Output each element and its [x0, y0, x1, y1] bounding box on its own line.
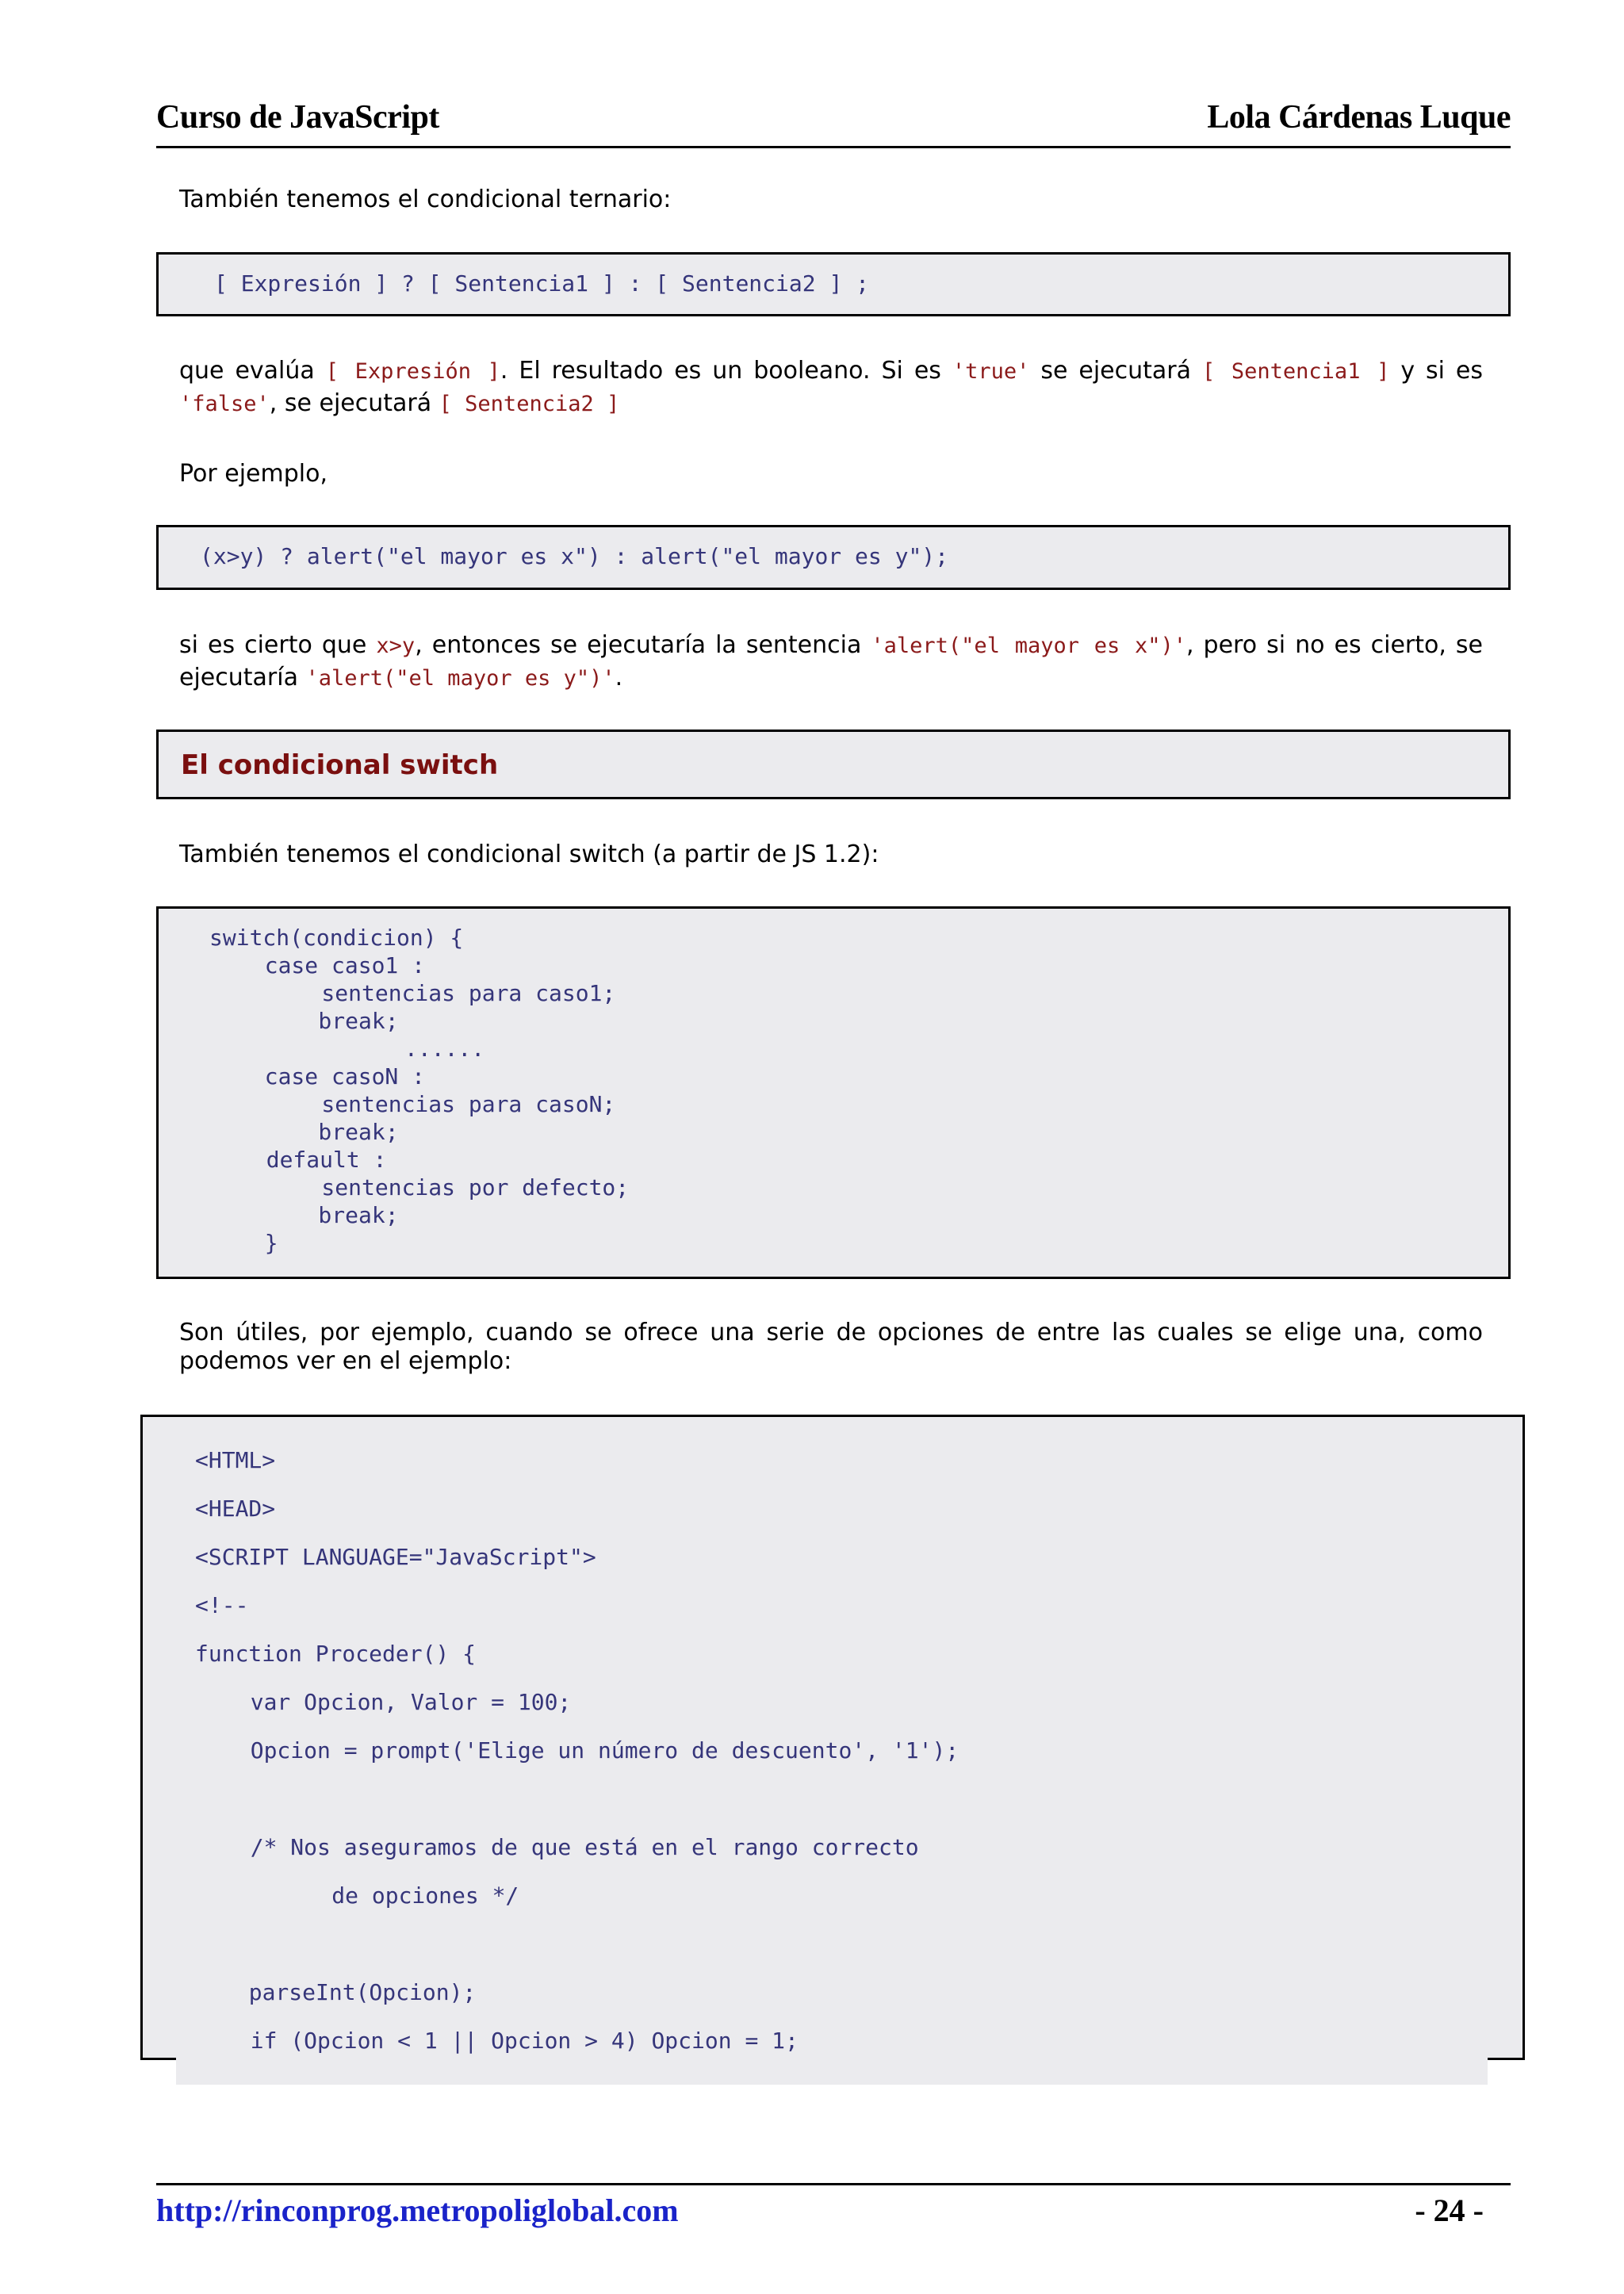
course-title: Curso de JavaScript	[156, 99, 439, 136]
code-line: <!--	[195, 1592, 249, 1618]
text-run: .	[615, 664, 623, 691]
text-run: , se ejecutará	[269, 389, 439, 417]
code-line: <HTML>	[195, 1447, 276, 1473]
code-line: sentencias para caso1;	[268, 980, 616, 1006]
text-run: , pero si no es cierto, se ejecutaría	[179, 631, 1484, 691]
ternary-explanation	[179, 355, 1483, 420]
inline-code: 'alert("el mayor es x")'	[871, 634, 1186, 658]
ternary-example-code: (x>y) ? alert("el mayor es x") : alert("el mayor es y");	[200, 543, 949, 569]
code-line: default :	[239, 1147, 387, 1173]
ternary-example-explanation	[179, 630, 1483, 695]
page-number: - 24 -	[1415, 2193, 1484, 2228]
inline-code: x>y	[376, 634, 416, 658]
inline-code: 'alert("el mayor es y")'	[305, 666, 615, 691]
section-heading-box	[156, 730, 1511, 799]
code-line: function Proceder() {	[195, 1641, 477, 1667]
code-continuation-shade	[176, 2058, 1488, 2085]
code-line: case casoN :	[238, 1063, 426, 1090]
code-line: switch(condicion) {	[209, 925, 464, 951]
website-link[interactable]: http://rinconprog.metropoliglobal.com	[156, 2193, 679, 2228]
ternary-syntax-code: [ Expresión ] ? [ Sentencia1 ] : [ Sentencia2 ] ;	[214, 270, 870, 297]
section-title: El condicional switch	[181, 749, 499, 781]
page-footer	[156, 2183, 1511, 2233]
switch-intro-text: También tenemos el condicional switch (a partir de JS 1.2):	[179, 841, 879, 868]
code-line: /* Nos aseguramos de que está en el rango correcto	[224, 1834, 919, 1860]
code-line: }	[238, 1230, 278, 1256]
code-line: var Opcion, Valor = 100;	[224, 1689, 572, 1715]
author-name: Lola Cárdenas Luque	[1207, 99, 1511, 136]
code-line: <SCRIPT LANGUAGE="JavaScript">	[195, 1544, 596, 1570]
page-header	[156, 95, 1511, 148]
inline-code: 'false'	[179, 392, 270, 416]
code-line: case caso1 :	[238, 952, 426, 978]
ternary-example-box	[156, 525, 1511, 590]
inline-code: [ Sentencia2 ]	[439, 392, 620, 416]
switch-usage-text: Son útiles, por ejemplo, cuando se ofrece una serie de opciones de entre las cuales se elige una, como podemos ver en el ejemplo:	[179, 1319, 1483, 1375]
html-example-box	[140, 1415, 1525, 2060]
code-line: if (Opcion < 1 || Opcion > 4) Opcion = 1;	[224, 2028, 799, 2054]
inline-code: [ Sentencia1 ]	[1201, 359, 1390, 384]
text-run: se ejecutará	[1029, 357, 1202, 385]
code-line: break;	[265, 1202, 399, 1228]
text-run: si es cierto que	[179, 631, 377, 659]
code-line: parseInt(Opcion);	[222, 1979, 477, 2005]
text-run: y si es	[1389, 357, 1484, 385]
intro-ternary-text: También tenemos el condicional ternario:	[179, 186, 672, 213]
example-intro-text: Por ejemplo,	[179, 460, 327, 488]
code-line: sentencias por defecto;	[268, 1174, 630, 1201]
text-run: que evalúa	[179, 357, 326, 385]
code-line: de opciones */	[265, 1882, 519, 1909]
switch-code-box	[156, 906, 1511, 1279]
code-line: sentencias para casoN;	[268, 1091, 616, 1117]
code-line: break;	[265, 1008, 399, 1034]
text-run: , entonces se ejecutaría la sentencia	[415, 631, 871, 659]
code-line: ......	[311, 1036, 485, 1062]
inline-code: [ Expresión ]	[325, 359, 500, 384]
code-line: <HEAD>	[195, 1496, 276, 1522]
inline-code: 'true'	[952, 359, 1030, 384]
code-line: Opcion = prompt('Elige un número de descuento', '1');	[224, 1737, 959, 1764]
text-run: . El resultado es un booleano. Si es	[500, 357, 952, 385]
ternary-syntax-box	[156, 252, 1511, 316]
code-line: break;	[265, 1119, 399, 1145]
